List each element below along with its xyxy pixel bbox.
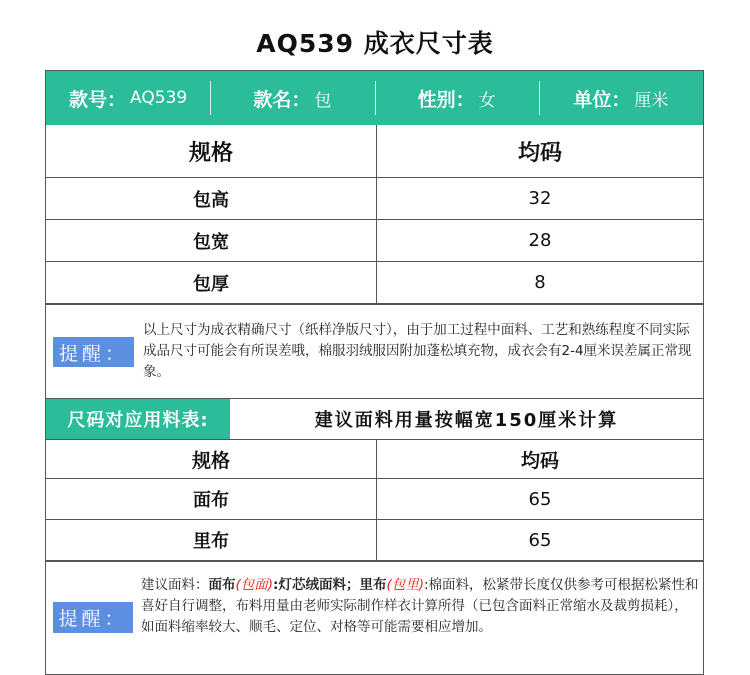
style-number-cell (46, 71, 210, 125)
table-row (46, 220, 703, 262)
material-note (46, 561, 703, 674)
measurement-note (46, 304, 703, 398)
gender-cell (375, 71, 539, 125)
unit-label: 单位： (573, 88, 631, 111)
size-table (46, 125, 703, 304)
measurement-note-text: 以上尺寸为成衣精确尺寸（纸样净版尺寸），由于加工过程中面料、工艺和熟练程度不同实际成品尺寸可能会有所误差哦，棉服羽绒服因附加蓬松填充物，成衣会有2-4厘米误差属正常现象。 (143, 322, 692, 380)
size-header: 均码 (377, 125, 704, 178)
row-label: 包厚 (46, 262, 377, 304)
gender-value: 女 (478, 90, 496, 111)
table-row (46, 178, 703, 220)
row-value: 28 (377, 220, 704, 262)
row-value: 32 (377, 178, 704, 220)
row-label: 面布 (46, 479, 377, 520)
fabric-lining-label: 里布 (359, 577, 387, 593)
material-section-title: 尺码对应用料表: (46, 399, 230, 439)
material-table-header (46, 440, 703, 479)
fabric-lining-desc: :棉面料，松紧带长度仅供参考可根据松紧性和喜好自行调整，布料用量由老师实际制作样衣计算所得（已包含面料正常缩水及裁剪损耗），如面料缩率较大、顺毛、定位、对格等可能需要相应增加。 (141, 577, 699, 635)
style-name-label: 款名： (253, 88, 311, 111)
material-note-text (141, 575, 699, 638)
row-value: 65 (377, 479, 704, 520)
row-value: 8 (377, 262, 704, 304)
unit-value: 厘米 (634, 90, 669, 111)
reminder-badge: 提醒： (53, 337, 134, 367)
style-number-value: AQ539 (130, 88, 188, 108)
product-info-bar (46, 71, 703, 125)
fabric-outer-note: (包面) (235, 577, 274, 593)
reminder-badge: 提醒： (53, 602, 133, 633)
table-row (46, 262, 703, 304)
spec-header: 规格 (46, 125, 377, 178)
size-header: 均码 (377, 440, 704, 479)
note-prefix: 建议面料： (141, 577, 209, 593)
material-section-subtitle: 建议面料用量按幅宽150厘米计算 (314, 410, 619, 431)
row-value: 65 (377, 520, 704, 561)
size-table-header (46, 125, 703, 178)
row-label: 里布 (46, 520, 377, 561)
row-label: 包高 (46, 178, 377, 220)
spec-header: 规格 (46, 440, 377, 479)
table-row (46, 479, 703, 520)
fabric-outer-desc: :灯芯绒面料； (273, 577, 360, 593)
table-row (46, 520, 703, 561)
material-table (46, 439, 703, 561)
fabric-outer-label: 面布 (208, 577, 236, 593)
material-section-bar (46, 398, 703, 439)
row-label: 包宽 (46, 220, 377, 262)
style-name-value: 包 (314, 90, 332, 111)
style-name-cell (210, 71, 374, 125)
page-title: AQ539 成衣尺寸表 (256, 29, 494, 58)
unit-cell (539, 71, 703, 125)
style-number-label: 款号： (69, 88, 127, 111)
fabric-lining-note: (包里) (386, 577, 424, 593)
gender-label: 性别： (417, 88, 475, 111)
size-chart-sheet (45, 70, 704, 675)
